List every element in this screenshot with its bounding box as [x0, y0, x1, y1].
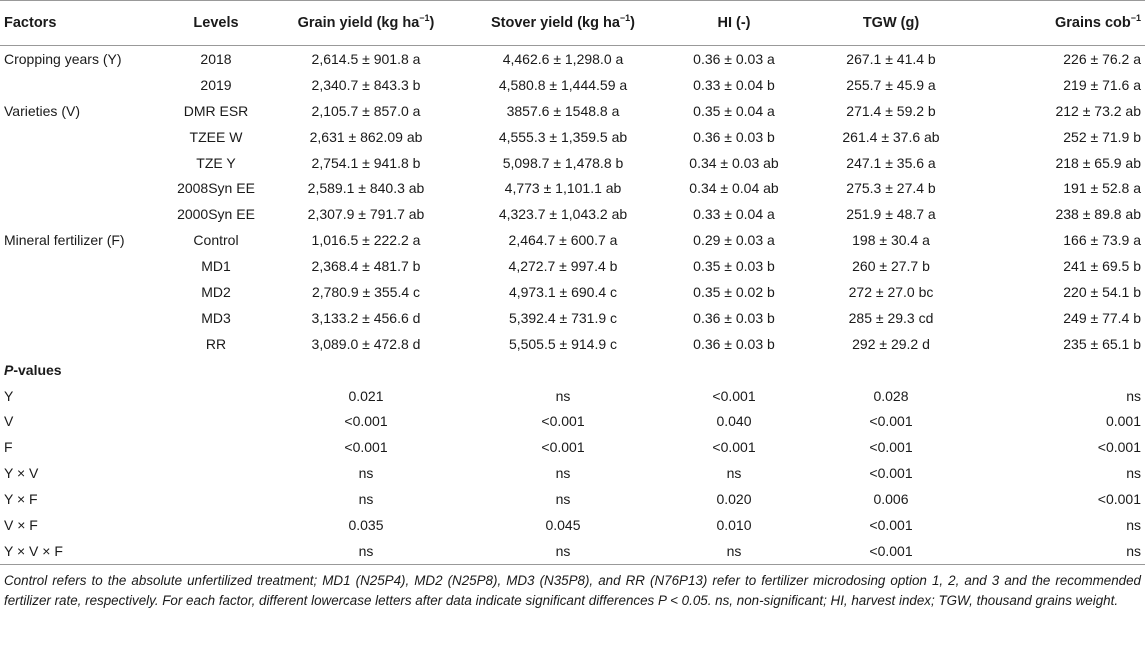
pvalue-tgw: <0.001 — [869, 465, 913, 482]
row-stover: 4,272.7 ± 997.4 b — [508, 258, 618, 275]
pvalue-level-empty — [160, 512, 272, 538]
row-stover: 5,098.7 ± 1,478.8 b — [502, 154, 624, 171]
row-factor — [0, 150, 160, 176]
header-tgw: TGW (g) — [802, 1, 980, 46]
row-grain: 2,631 ± 862.09 ab — [309, 128, 423, 145]
row-tgw: 198 ± 30.4 a — [852, 232, 930, 249]
row-grain: 3,089.0 ± 472.8 d — [311, 335, 421, 352]
pvalue-level-empty — [160, 383, 272, 409]
pvalue-cob: <0.001 — [1097, 439, 1141, 456]
header-grains-cob-text: Grains cob — [1054, 15, 1131, 31]
table-row — [0, 331, 1145, 357]
pvalue-stover: ns — [555, 491, 571, 508]
row-factor — [0, 279, 160, 305]
header-stover-yield-text: Stover yield (kg ha — [490, 15, 620, 31]
pvalue-level-empty — [160, 460, 272, 486]
pvalue-level-empty — [160, 486, 272, 512]
pvalue-factor: Y × F — [4, 491, 38, 508]
pvalue-tgw: <0.001 — [869, 516, 913, 533]
row-grain: 3,133.2 ± 456.6 d — [311, 309, 421, 326]
header-grain-yield-close: ) — [429, 15, 435, 31]
row-level: TZE Y — [196, 154, 236, 171]
pvalue-cob: ns — [980, 538, 1145, 564]
row-cob: 166 ± 73.9 a — [1063, 232, 1141, 249]
pvalue-hi: ns — [666, 538, 802, 564]
row-tgw: 267.1 ± 41.4 b — [846, 50, 936, 67]
row-cob: 212 ± 73.2 ab — [1055, 102, 1141, 119]
header-stover-yield-close: ) — [630, 15, 636, 31]
table-body — [0, 46, 1145, 565]
pvalue-tgw: <0.001 — [802, 538, 980, 564]
row-level: 2018 — [200, 50, 232, 67]
row-factor — [0, 331, 160, 357]
row-tgw: 260 ± 27.7 b — [852, 258, 930, 275]
row-hi: 0.36 ± 0.03 b — [693, 128, 775, 145]
pvalue-cob: ns — [1126, 387, 1141, 404]
table-footnote: Control refers to the absolute unfertilized treatment; MD1 (N25P4), MD2 (N25P8), MD3 (N35P8), and RR (N76P13) refer to fertilizer microdosing option 1, 2, and 3 and the recommended fertilizer rate, respectively. For each factor, different lowercase letters after data indicate significant differences P < 0.05. ns, non-significant; HI, harvest index; TGW, thousand grains weight. — [4, 572, 1141, 608]
row-hi: 0.35 ± 0.03 b — [693, 258, 775, 275]
row-tgw: 271.4 ± 59.2 b — [846, 102, 936, 119]
pvalue-stover: <0.001 — [541, 439, 585, 456]
row-tgw: 247.1 ± 35.6 a — [846, 154, 936, 171]
table-row — [0, 201, 1145, 227]
table-row — [0, 124, 1145, 150]
row-level: TZEE W — [189, 128, 243, 145]
pvalues-heading — [0, 357, 1145, 383]
row-cob: 238 ± 89.8 ab — [1055, 206, 1141, 223]
row-stover: 5,505.5 ± 914.9 c — [508, 335, 618, 352]
pvalue-grain: <0.001 — [344, 439, 388, 456]
pvalues-heading-row — [0, 357, 1145, 383]
row-level: 2008Syn EE — [177, 180, 255, 197]
row-grain: 2,780.9 ± 355.4 c — [311, 283, 421, 300]
pvalue-cob: ns — [1126, 465, 1141, 482]
row-stover: 4,773 ± 1,101.1 ab — [504, 180, 622, 197]
row-factor — [0, 201, 160, 227]
pvalue-grain: 0.035 — [348, 516, 384, 533]
table-header — [0, 1, 1145, 46]
row-hi: 0.36 ± 0.03 b — [693, 335, 775, 352]
header-grain-yield-text: Grain yield (kg ha — [297, 15, 420, 31]
header-stover-yield — [460, 1, 666, 46]
row-hi: 0.34 ± 0.03 ab — [689, 154, 779, 171]
pvalue-row — [0, 538, 1145, 564]
table-row — [0, 150, 1145, 176]
row-stover: 4,555.3 ± 1,359.5 ab — [498, 128, 628, 145]
row-cob: 249 ± 77.4 b — [1063, 309, 1141, 326]
row-hi: 0.36 ± 0.03 b — [693, 309, 775, 326]
pvalue-row — [0, 486, 1145, 512]
row-grain: 2,307.9 ± 791.7 ab — [307, 206, 425, 223]
row-level: MD1 — [201, 258, 231, 275]
pvalue-tgw: 0.006 — [873, 491, 909, 508]
row-cob: 235 ± 65.1 b — [1063, 335, 1141, 352]
row-grain: 1,016.5 ± 222.2 a — [311, 232, 421, 249]
table-row — [0, 72, 1145, 98]
row-level: 2019 — [200, 76, 232, 93]
row-grain: 2,754.1 ± 941.8 b — [311, 154, 421, 171]
row-factor — [0, 124, 160, 150]
row-factor — [0, 253, 160, 279]
row-cob: 220 ± 54.1 b — [1063, 283, 1141, 300]
pvalue-tgw: 0.028 — [873, 387, 909, 404]
header-grains-cob — [980, 1, 1145, 46]
row-grain: 2,368.4 ± 481.7 b — [311, 258, 421, 275]
pvalue-grain: 0.021 — [348, 387, 384, 404]
row-stover: 4,580.8 ± 1,444.59 a — [498, 76, 628, 93]
row-level: MD3 — [201, 309, 231, 326]
pvalue-cob: ns — [1126, 516, 1141, 533]
row-factor: Cropping years (Y) — [4, 50, 122, 67]
pvalue-stover: ns — [555, 465, 571, 482]
header-grains-cob-sup: −1 — [1130, 13, 1141, 24]
table-row — [0, 98, 1145, 124]
pvalue-level-empty — [160, 538, 272, 564]
pvalues-heading-rest: -values — [13, 361, 62, 378]
row-factor — [0, 72, 160, 98]
row-hi: 0.36 ± 0.03 a — [693, 50, 775, 67]
row-hi: 0.29 ± 0.03 a — [693, 232, 775, 249]
pvalue-hi: <0.001 — [712, 439, 756, 456]
pvalue-level-empty — [160, 408, 272, 434]
table-row — [0, 279, 1145, 305]
row-stover: 5,392.4 ± 731.9 c — [508, 309, 618, 326]
pvalue-grain: <0.001 — [344, 413, 388, 430]
row-cob: 226 ± 76.2 a — [1063, 50, 1141, 67]
pvalue-tgw: <0.001 — [869, 439, 913, 456]
row-tgw: 285 ± 29.3 cd — [848, 309, 934, 326]
row-grain: 2,340.7 ± 843.3 b — [311, 76, 421, 93]
pvalue-factor: Y — [4, 387, 14, 404]
pvalue-row — [0, 434, 1145, 460]
row-stover: 3857.6 ± 1548.8 a — [506, 102, 620, 119]
row-level: RR — [205, 335, 227, 352]
table-row — [0, 305, 1145, 331]
row-grain: 2,589.1 ± 840.3 ab — [307, 180, 425, 197]
row-cob: 219 ± 71.6 a — [1063, 76, 1141, 93]
row-tgw: 275.3 ± 27.4 b — [846, 180, 936, 197]
row-hi: 0.33 ± 0.04 a — [693, 206, 775, 223]
pvalue-row — [0, 408, 1145, 434]
row-factor — [0, 305, 160, 331]
row-level: DMR ESR — [183, 102, 249, 119]
row-tgw: 292 ± 29.2 d — [852, 335, 930, 352]
pvalue-grain: ns — [358, 491, 374, 508]
pvalue-stover: <0.001 — [541, 413, 585, 430]
row-tgw: 261.4 ± 37.6 ab — [842, 128, 940, 145]
pvalue-hi: 0.040 — [716, 413, 752, 430]
pvalue-stover: ns — [555, 387, 571, 404]
row-stover: 4,462.6 ± 1,298.0 a — [502, 50, 624, 67]
pvalue-row — [0, 460, 1145, 486]
row-stover: 4,323.7 ± 1,043.2 ab — [498, 206, 628, 223]
table-row — [0, 175, 1145, 201]
pvalue-grain: ns — [358, 465, 374, 482]
row-stover: 4,973.1 ± 690.4 c — [508, 283, 618, 300]
pvalue-tgw: <0.001 — [869, 413, 913, 430]
row-hi: 0.34 ± 0.04 ab — [689, 180, 779, 197]
pvalue-cob: <0.001 — [1097, 491, 1141, 508]
pvalue-factor: Y × V × F — [0, 538, 160, 564]
row-factor — [0, 175, 160, 201]
pvalue-row — [0, 512, 1145, 538]
pvalue-hi: <0.001 — [712, 387, 756, 404]
header-hi: HI (-) — [666, 1, 802, 46]
row-level: Control — [193, 232, 239, 249]
row-hi: 0.35 ± 0.04 a — [693, 102, 775, 119]
header-levels: Levels — [160, 1, 272, 46]
row-cob: 218 ± 65.9 ab — [1055, 154, 1141, 171]
pvalue-hi: 0.010 — [716, 516, 752, 533]
pvalue-factor: F — [4, 439, 13, 456]
pvalue-hi: ns — [726, 465, 742, 482]
pvalue-stover: ns — [460, 538, 666, 564]
header-stover-yield-sup: −1 — [619, 13, 631, 24]
pvalue-factor: V × F — [4, 516, 38, 533]
row-grain: 2,614.5 ± 901.8 a — [311, 50, 421, 67]
row-factor: Mineral fertilizer (F) — [4, 232, 125, 249]
pvalues-heading-p: P — [4, 361, 14, 378]
pvalue-row — [0, 383, 1145, 409]
row-grain: 2,105.7 ± 857.0 a — [311, 102, 421, 119]
header-grain-yield — [272, 1, 460, 46]
pvalue-level-empty — [160, 434, 272, 460]
header-grain-yield-sup: −1 — [419, 13, 430, 24]
row-cob: 241 ± 69.5 b — [1063, 258, 1141, 275]
pvalue-hi: 0.020 — [716, 491, 752, 508]
row-level: 2000Syn EE — [177, 206, 255, 223]
row-hi: 0.35 ± 0.02 b — [693, 283, 775, 300]
row-stover: 2,464.7 ± 600.7 a — [508, 232, 618, 249]
header-factors: Factors — [0, 1, 160, 46]
table-row — [0, 46, 1145, 72]
row-cob: 252 ± 71.9 b — [1063, 128, 1141, 145]
pvalue-cob: 0.001 — [1105, 413, 1141, 430]
row-cob: 191 ± 52.8 a — [1063, 180, 1141, 197]
row-tgw: 255.7 ± 45.9 a — [846, 76, 936, 93]
pvalue-stover: 0.045 — [545, 516, 581, 533]
table-row — [0, 253, 1145, 279]
pvalue-factor: Y × V — [4, 465, 39, 482]
row-factor: Varieties (V) — [4, 102, 80, 119]
row-level: MD2 — [201, 283, 231, 300]
pvalue-factor: V — [4, 413, 14, 430]
table-row — [0, 227, 1145, 253]
row-hi: 0.33 ± 0.04 b — [693, 76, 775, 93]
pvalue-grain: ns — [272, 538, 460, 564]
row-tgw: 272 ± 27.0 bc — [848, 283, 934, 300]
row-tgw: 251.9 ± 48.7 a — [846, 206, 936, 223]
